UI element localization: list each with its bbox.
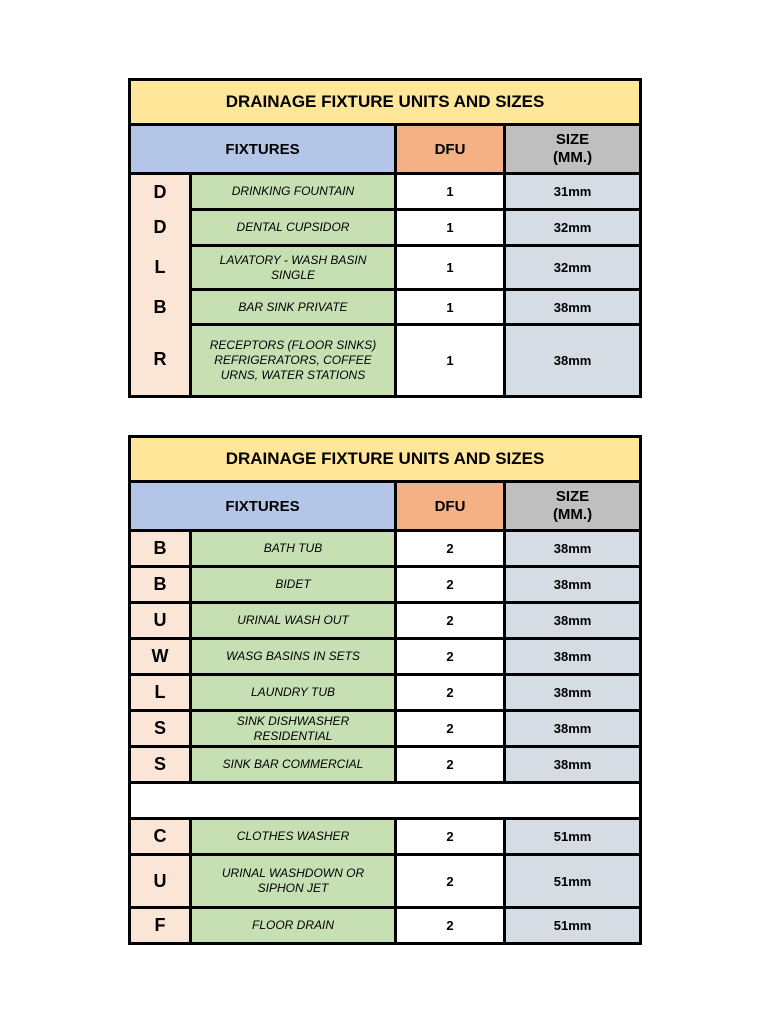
row-letter: L	[130, 675, 191, 711]
row-dfu: 1	[396, 210, 505, 246]
row-size: 38mm	[505, 747, 641, 783]
row-letter: U	[130, 855, 191, 908]
table-title: DRAINAGE FIXTURE UNITS AND SIZES	[130, 80, 641, 125]
row-size: 38mm	[505, 639, 641, 675]
row-size: 38mm	[505, 567, 641, 603]
row-fixture: BATH TUB	[191, 531, 396, 567]
row-letter: S	[130, 747, 191, 783]
header-fixtures: FIXTURES	[130, 125, 396, 174]
dfu-table-1	[128, 78, 642, 398]
table-row	[130, 711, 641, 747]
table-row	[130, 819, 641, 855]
row-dfu: 1	[396, 174, 505, 210]
row-letter: D	[130, 210, 191, 246]
row-size: 32mm	[505, 246, 641, 290]
table-row	[130, 603, 641, 639]
row-dfu: 2	[396, 711, 505, 747]
row-letter: U	[130, 603, 191, 639]
row-size: 51mm	[505, 908, 641, 944]
row-fixture: DRINKING FOUNTAIN	[191, 174, 396, 210]
row-dfu: 2	[396, 639, 505, 675]
row-fixture: URINAL WASH OUT	[191, 603, 396, 639]
row-fixture: LAVATORY - WASH BASIN SINGLE	[191, 246, 396, 290]
header-size-label: SIZE (MM.)	[552, 488, 593, 523]
header-dfu: DFU	[396, 125, 505, 174]
header-size	[505, 482, 641, 531]
row-size: 38mm	[505, 290, 641, 325]
table-row	[130, 290, 641, 325]
dfu-table-2	[128, 435, 642, 945]
row-size: 38mm	[505, 531, 641, 567]
row-dfu: 2	[396, 855, 505, 908]
row-fixture: DENTAL CUPSIDOR	[191, 210, 396, 246]
table-title: DRAINAGE FIXTURE UNITS AND SIZES	[130, 437, 641, 482]
row-dfu: 2	[396, 531, 505, 567]
row-dfu: 2	[396, 603, 505, 639]
table-row	[130, 675, 641, 711]
row-letter: C	[130, 819, 191, 855]
row-fixture: LAUNDRY TUB	[191, 675, 396, 711]
row-dfu: 2	[396, 747, 505, 783]
row-letter: S	[130, 711, 191, 747]
row-letter: B	[130, 531, 191, 567]
row-size: 51mm	[505, 855, 641, 908]
row-letter: B	[130, 290, 191, 325]
row-letter: B	[130, 567, 191, 603]
row-dfu: 1	[396, 246, 505, 290]
header-size	[505, 125, 641, 174]
header-fixtures: FIXTURES	[130, 482, 396, 531]
row-size: 38mm	[505, 675, 641, 711]
row-fixture: BIDET	[191, 567, 396, 603]
row-dfu: 2	[396, 567, 505, 603]
row-size: 38mm	[505, 603, 641, 639]
table-row	[130, 855, 641, 908]
row-dfu: 2	[396, 908, 505, 944]
row-size: 38mm	[505, 711, 641, 747]
table-row	[130, 747, 641, 783]
row-letter: W	[130, 639, 191, 675]
table-row	[130, 908, 641, 944]
row-dfu: 2	[396, 819, 505, 855]
table-row	[130, 246, 641, 290]
row-letter: L	[130, 246, 191, 290]
table-row	[130, 174, 641, 210]
row-dfu: 2	[396, 675, 505, 711]
row-fixture: RECEPTORS (FLOOR SINKS) REFRIGERATORS, COFFEE URNS, WATER STATIONS	[191, 325, 396, 397]
table-row	[130, 567, 641, 603]
table-row	[130, 531, 641, 567]
row-fixture: CLOTHES WASHER	[191, 819, 396, 855]
row-fixture: WASG BASINS IN SETS	[191, 639, 396, 675]
row-letter: D	[130, 174, 191, 210]
row-letter: R	[130, 325, 191, 397]
row-dfu: 1	[396, 290, 505, 325]
row-fixture: URINAL WASHDOWN OR SIPHON JET	[191, 855, 396, 908]
row-size: 31mm	[505, 174, 641, 210]
header-size-label: SIZE (MM.)	[552, 131, 593, 166]
row-fixture: SINK DISHWASHER RESIDENTIAL	[191, 711, 396, 747]
row-size: 32mm	[505, 210, 641, 246]
row-letter: F	[130, 908, 191, 944]
table-row	[130, 210, 641, 246]
table-row	[130, 639, 641, 675]
row-fixture: FLOOR DRAIN	[191, 908, 396, 944]
header-dfu: DFU	[396, 482, 505, 531]
row-size: 38mm	[505, 325, 641, 397]
table-row	[130, 325, 641, 397]
row-dfu: 1	[396, 325, 505, 397]
row-fixture: SINK BAR COMMERCIAL	[191, 747, 396, 783]
row-size: 51mm	[505, 819, 641, 855]
spacer-row	[130, 783, 641, 819]
empty-row	[130, 783, 641, 819]
row-fixture: BAR SINK PRIVATE	[191, 290, 396, 325]
